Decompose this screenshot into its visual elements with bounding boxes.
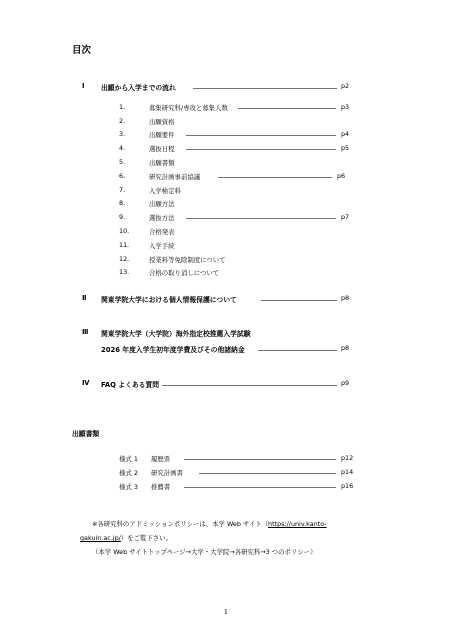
item-label: 出願要件 bbox=[149, 131, 175, 139]
form-label: 研究計画書 bbox=[151, 469, 183, 477]
item-number: 13. bbox=[119, 268, 130, 276]
website-link[interactable]: gakuin.ac.jp/ bbox=[80, 534, 121, 542]
section-1-label: 出願から入学までの流れ bbox=[101, 84, 176, 92]
leader-line bbox=[238, 108, 336, 109]
form-page: p14 bbox=[341, 468, 354, 476]
leader-line bbox=[193, 88, 337, 89]
section-4-label: FAQ よくある質問 bbox=[101, 381, 160, 389]
website-link[interactable]: https://univ.kanto- bbox=[268, 520, 327, 528]
item-number: 4. bbox=[119, 144, 126, 152]
form-number: 様式 1 bbox=[119, 455, 138, 463]
form-label: 履歴票 bbox=[151, 455, 171, 463]
form-number: 様式 3 bbox=[119, 483, 138, 491]
item-label: 授業料等免除制度について bbox=[149, 256, 226, 264]
form-label: 推薦書 bbox=[151, 483, 171, 491]
item-label: 出願方法 bbox=[149, 200, 175, 208]
item-label: 出願資格 bbox=[149, 118, 175, 126]
form-number: 様式 2 bbox=[119, 469, 138, 477]
forms-heading: 出願書類 bbox=[72, 430, 100, 438]
section-1-page: p2 bbox=[341, 82, 350, 90]
page-number: 1 bbox=[224, 609, 228, 616]
item-page: p7 bbox=[341, 213, 350, 221]
section-1-number: Ⅰ bbox=[82, 82, 85, 90]
note-line-2 bbox=[80, 533, 172, 542]
section-4-number: Ⅳ bbox=[82, 379, 90, 387]
note-text: ※各研究科のアドミッションポリシーは、本学 Web サイト（ bbox=[92, 520, 269, 528]
item-page: p3 bbox=[341, 103, 350, 111]
section-4-page: p9 bbox=[341, 379, 350, 387]
leader-line bbox=[261, 300, 337, 301]
leader-line bbox=[258, 350, 337, 351]
item-label: 募集研究科/専攻と募集人数 bbox=[149, 104, 228, 112]
section-2-label: 関東学院大学における個人情報保護について bbox=[101, 296, 237, 304]
item-number: 12. bbox=[119, 255, 130, 263]
item-label: 入学手続 bbox=[149, 242, 175, 250]
toc-title: 目次 bbox=[72, 45, 92, 56]
item-number: 2. bbox=[119, 117, 126, 125]
section-2-page: p8 bbox=[341, 294, 350, 302]
item-number: 11. bbox=[119, 241, 130, 249]
note-line-3: （本学 Web サイトトップページ→大学・大学院→各研究科→3 つのポリシー） bbox=[92, 548, 317, 556]
item-page: p6 bbox=[337, 172, 346, 180]
section-3-number: Ⅲ bbox=[82, 328, 89, 336]
leader-line bbox=[184, 487, 336, 488]
item-label: 合格の取り消しについて bbox=[149, 269, 220, 277]
item-number: 7. bbox=[119, 186, 126, 194]
item-label: 選抜日程 bbox=[149, 145, 175, 153]
leader-line bbox=[184, 459, 336, 460]
section-3-page: p8 bbox=[341, 344, 350, 352]
item-label: 合格発表 bbox=[149, 228, 175, 236]
leader-line bbox=[186, 218, 336, 219]
leader-line bbox=[186, 135, 336, 136]
leader-line bbox=[186, 149, 336, 150]
item-label: 研究計画事前協議 bbox=[149, 173, 201, 181]
section-3-label: 関東学院大学（大学院）海外指定校推薦入学試験 bbox=[101, 330, 251, 338]
item-page: p5 bbox=[341, 144, 350, 152]
item-label: 出願書類 bbox=[149, 159, 175, 167]
note-line-1 bbox=[92, 519, 327, 528]
leader-line bbox=[162, 385, 337, 386]
item-label: 入学検定料 bbox=[149, 187, 181, 195]
section-3-label-line2: 2026 年度入学生初年度学費及びその他諸納金 bbox=[101, 346, 245, 354]
item-page: p4 bbox=[341, 130, 350, 138]
form-page: p16 bbox=[341, 482, 354, 490]
item-number: 1. bbox=[119, 103, 126, 111]
item-number: 3. bbox=[119, 130, 126, 138]
form-page: p12 bbox=[341, 454, 354, 462]
item-number: 5. bbox=[119, 158, 126, 166]
leader-line bbox=[199, 473, 336, 474]
section-2-number: Ⅱ bbox=[82, 294, 87, 302]
item-number: 9. bbox=[119, 213, 126, 221]
item-number: 8. bbox=[119, 199, 126, 207]
item-number: 10. bbox=[119, 227, 130, 235]
note-text: ）をご覧下さい。 bbox=[120, 534, 172, 542]
leader-line bbox=[218, 177, 332, 178]
item-label: 選抜方法 bbox=[149, 214, 175, 222]
item-number: 6. bbox=[119, 172, 126, 180]
